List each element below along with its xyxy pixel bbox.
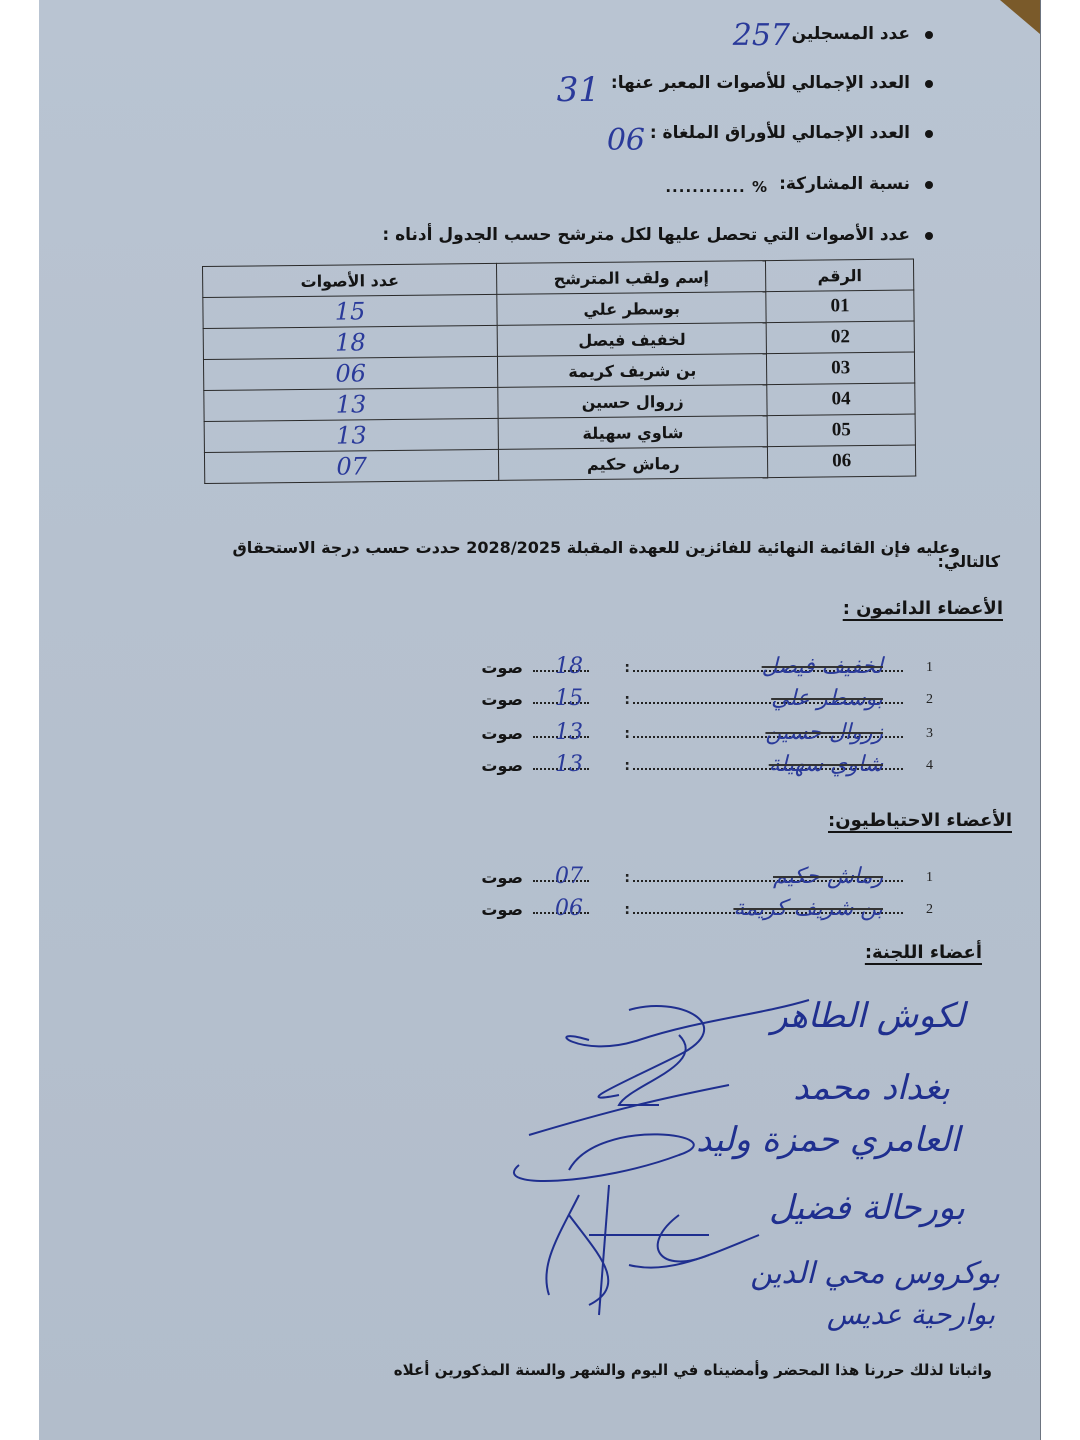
committee-signature: العامري حمزة وليد (696, 1120, 960, 1160)
name-cell: بن شريف كريمة (498, 354, 767, 388)
signature-marks (514, 1000, 809, 1315)
committee-signature: بوارحية عديس (826, 1298, 995, 1331)
permanent-member: 4 شاوي سهيلة : 13 صوت (481, 752, 933, 777)
bullet-icon (925, 181, 933, 189)
votes-cell: 13 (335, 390, 367, 419)
votes-cell: 07 (336, 452, 368, 481)
permanent-member: 3 زروال حسين : 13 صوت (481, 720, 933, 745)
member-name: بن شريف كريمة (733, 896, 883, 921)
member-name: شاوي سهيلة (768, 752, 883, 777)
votes-cell: 13 (335, 421, 367, 450)
member-name: رماش حكيم (773, 864, 883, 889)
member-index: 2 (926, 902, 933, 917)
name-cell: رماش حكيم (499, 447, 768, 481)
member-votes: 07 (555, 864, 583, 889)
name-cell: بوسطر علي (497, 292, 766, 326)
page-corner (1000, 0, 1040, 34)
permanent-member: 2 بوسطر علي : 15 صوت (481, 686, 933, 711)
header-votes: عدد الأصوات (203, 263, 497, 297)
reserve-member: 2 بن شريف كريمة : 06 صوت (481, 896, 933, 921)
conclusion-line-2: كالتالي: (937, 552, 1000, 571)
name-cell: لخفيف فيصل (497, 323, 766, 357)
void-ballots-label: العدد الإجمالي للأوراق الملغاة : (649, 123, 910, 143)
vote-unit: صوت (481, 658, 523, 677)
votes-cell: 06 (335, 359, 367, 388)
header-number: الرقم (766, 259, 914, 292)
name-cell: شاوي سهيلة (498, 416, 767, 450)
member-votes: 06 (555, 896, 583, 921)
reserve-heading: الأعضاء الاحتياطيون: (828, 810, 1012, 831)
member-votes: 13 (555, 752, 583, 777)
document-page (39, 0, 1041, 1440)
number-cell: 01 (766, 290, 914, 323)
vote-unit: صوت (481, 868, 523, 887)
permanent-heading: الأعضاء الدائمون : (842, 598, 1003, 619)
table-row (204, 445, 915, 483)
member-index: 4 (926, 758, 933, 773)
bullet-icon (925, 232, 933, 240)
member-votes: 18 (555, 654, 583, 679)
member-index: 3 (926, 726, 933, 741)
reserve-member: 1 رماش حكيم : 07 صوت (481, 864, 933, 889)
vote-unit: صوت (481, 900, 523, 919)
number-cell: 05 (767, 414, 915, 447)
number-cell: 06 (768, 445, 916, 478)
member-index: 1 (926, 660, 933, 675)
member-votes: 13 (555, 720, 583, 745)
signature-scribbles (479, 985, 839, 1325)
vote-unit: صوت (481, 724, 523, 743)
number-cell: 02 (766, 321, 914, 354)
committee-signature: لكوش الطاهر (771, 996, 965, 1036)
vote-unit: صوت (481, 756, 523, 775)
void-ballots-value: 06 (606, 123, 645, 158)
votes-cell: 15 (334, 297, 366, 326)
header-name: إسم ولقب المترشح (497, 261, 766, 295)
bullet-icon (925, 130, 933, 138)
registered-value: 257 (732, 18, 790, 53)
member-votes: 15 (555, 686, 583, 711)
permanent-member: 1 لخفيف فيصل : 18 صوت (481, 654, 933, 679)
number-cell: 03 (767, 352, 915, 385)
member-name: زروال حسين (765, 720, 883, 745)
bullet-icon (925, 31, 933, 39)
votes-per-candidate-label: عدد الأصوات التي تحصل عليها لكل مترشح حسب الجدول أدناه : (382, 225, 910, 245)
committee-signature: بغداد محمد (793, 1068, 950, 1108)
member-name: لخفيف فيصل (761, 654, 883, 679)
bullet-icon (925, 80, 933, 88)
votes-cell: 18 (334, 328, 366, 357)
participation-value: ............ % (665, 178, 768, 196)
vote-unit: صوت (481, 690, 523, 709)
expressed-votes-label: العدد الإجمالي للأصوات المعبر عنها: (610, 73, 910, 93)
participation-label: نسبة المشاركة: (779, 174, 910, 194)
member-name: بوسطر علي (771, 686, 883, 711)
committee-heading: أعضاء اللجنة: (864, 942, 982, 963)
committee-signature: بوكروس محي الدين (750, 1256, 1000, 1291)
registered-label: عدد المسجلين (791, 24, 910, 44)
committee-signature: بورحالة فضيل (769, 1188, 965, 1228)
number-cell: 04 (767, 383, 915, 416)
votes-table (202, 259, 916, 484)
expressed-votes-value: 31 (556, 70, 600, 110)
name-cell: زروال حسين (498, 385, 767, 419)
conclusion-line-1: وعليه فإن القائمة النهائية للفائزين للعهدة المقبلة 2028/2025 حددت حسب درجة الاستحقاق (232, 538, 960, 557)
footer-statement: واثباتا لذلك حررنا هذا المحضر وأمضيناه في اليوم والشهر والسنة المذكورين أعلاه (393, 1361, 992, 1379)
member-index: 1 (926, 870, 933, 885)
member-index: 2 (926, 692, 933, 707)
